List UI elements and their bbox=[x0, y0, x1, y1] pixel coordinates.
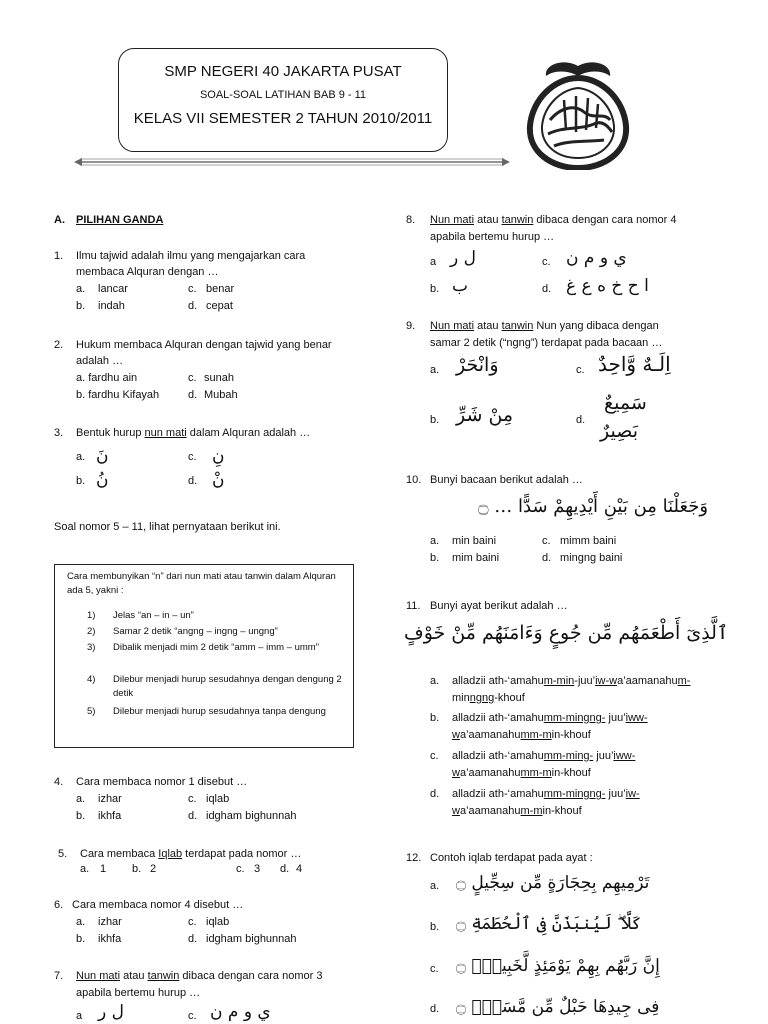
option-a-text: a. fardhu ain bbox=[76, 372, 138, 384]
option-b-text: نُ bbox=[96, 470, 109, 490]
question-number: 7. bbox=[54, 970, 64, 982]
option-c-verse: إِنَّ رَبَّهُم بِهِمْ يَوْمَئِذٍ لَّخَبِيرٌۢ ۝ bbox=[456, 956, 660, 976]
bismillah-calligraphy-emblem bbox=[524, 60, 632, 170]
option-d-label: d. bbox=[188, 475, 198, 487]
option-c-label: c. bbox=[188, 283, 197, 295]
option-b-text: ikhfa bbox=[98, 810, 122, 822]
question-text: Nun mati atau tanwin dibaca dengan cara nomor 4 bbox=[430, 214, 677, 226]
option-a-label: a. bbox=[430, 364, 440, 376]
quran-verse: وَجَعَلْنَا مِن بَيْنِ أَيْدِيهِمْ سَدًّا … ۝ bbox=[478, 496, 709, 517]
option-a-text-line2: minngng-khouf bbox=[452, 692, 525, 704]
option-d-text: Mubah bbox=[204, 389, 238, 401]
option-c-text: ي و م ن bbox=[210, 1002, 271, 1022]
option-b-text: ikhfa bbox=[98, 933, 122, 945]
option-b-text: alladzii ath-‘amahumm-mingng- juu’iww- bbox=[452, 712, 648, 724]
reading-rules-box bbox=[54, 564, 354, 748]
question-number: 6. bbox=[54, 899, 64, 911]
exam-subtitle: SOAL-SOAL LATIHAN BAB 9 - 11 bbox=[199, 89, 367, 101]
option-b-label: b. bbox=[76, 300, 86, 312]
option-a-text: lancar bbox=[98, 283, 128, 295]
option-c-text: iqlab bbox=[206, 793, 230, 805]
option-a-text: izhar bbox=[98, 916, 122, 928]
question-text: Bunyi bacaan berikut adalah … bbox=[430, 474, 583, 486]
option-b-label: b. bbox=[76, 475, 86, 487]
question-text: Bunyi ayat berikut adalah … bbox=[430, 600, 568, 612]
option-d-label: d. bbox=[188, 933, 198, 945]
option-b-text: ب bbox=[452, 276, 469, 296]
option-c-label: c. bbox=[188, 372, 197, 384]
option-d-label: d. bbox=[188, 300, 198, 312]
option-a-text: 1 bbox=[100, 863, 107, 875]
option-c-label: c. bbox=[542, 256, 551, 268]
option-d-verse: فِى جِيدِهَا حَبْلٌ مِّن مَّسَدٍۭ ۝ bbox=[456, 997, 660, 1017]
question-text: Cara membaca Iqlab terdapat pada nomor … bbox=[80, 848, 302, 860]
question-text: Cara membaca nomor 4 disebut … bbox=[72, 899, 244, 911]
option-b-text: b. fardhu Kifayah bbox=[76, 389, 160, 401]
option-d-text: ا ح خ ه ع غ bbox=[566, 276, 649, 296]
question-text: Ilmu tajwid adalah ilmu yang mengajarkan cara membaca Alquran dengan … bbox=[76, 250, 306, 278]
question-number: 5. bbox=[58, 848, 68, 860]
question-number: 10. bbox=[406, 474, 422, 486]
option-d-text-line1: سَمِيعٌ bbox=[604, 392, 647, 414]
option-a-text: ل ر bbox=[98, 1002, 124, 1022]
option-c-text-line2: wa’aamanahumm-min-khouf bbox=[452, 767, 591, 779]
question-number: 12. bbox=[406, 852, 422, 864]
option-c-text: benar bbox=[206, 283, 235, 295]
option-d-text: idgham bighunnah bbox=[206, 810, 297, 822]
option-b-label: b. bbox=[132, 863, 142, 875]
rule-item: 3) Dibalik menjadi mim 2 detik “amm – imm – umm” bbox=[87, 642, 319, 653]
option-c-label: c. bbox=[576, 364, 585, 376]
option-c-label: c. bbox=[188, 451, 197, 463]
option-b-text: 2 bbox=[150, 863, 157, 875]
option-c-text: نِ bbox=[212, 446, 225, 466]
question-number: 11. bbox=[406, 600, 421, 612]
header-title-box bbox=[118, 48, 448, 152]
rule-item: 5) Dilebur menjadi hurup sesudahnya tanpa dengung bbox=[87, 706, 326, 717]
option-c-text: ي و م ن bbox=[566, 248, 627, 268]
question-number: 1. bbox=[54, 250, 64, 262]
option-b-label: b. bbox=[76, 810, 86, 822]
option-c-label: c. bbox=[236, 863, 245, 875]
section-title: PILIHAN GANDA bbox=[76, 214, 164, 226]
option-b-label: b. bbox=[430, 552, 440, 564]
option-b-label: b. bbox=[430, 921, 440, 933]
question-text: Nun mati atau tanwin dibaca dengan cara nomor 3 bbox=[76, 970, 323, 982]
option-d-label: d. bbox=[542, 283, 552, 295]
option-d-label: d. bbox=[280, 863, 290, 875]
rule-item: 1) Jelas “an – in – un” bbox=[87, 610, 194, 621]
option-d-label: d. bbox=[188, 810, 198, 822]
rule-item: 2) Samar 2 detik “angng – ingng – ungng” bbox=[87, 626, 278, 637]
option-b-label: b. bbox=[430, 414, 440, 426]
option-b-text: indah bbox=[98, 300, 125, 312]
option-c-label: c. bbox=[542, 535, 551, 547]
option-a-text: وَانْحَرْ bbox=[456, 354, 499, 376]
option-c-text: 3 bbox=[254, 863, 261, 875]
option-d-text-line2: wa’aamanahum-min-khouf bbox=[452, 805, 582, 817]
option-d-text: mingng baini bbox=[560, 552, 623, 564]
option-a-label: a bbox=[76, 1010, 83, 1022]
question-number: 3. bbox=[54, 427, 64, 439]
option-c-label: c. bbox=[188, 793, 197, 805]
option-c-label: c. bbox=[188, 916, 197, 928]
instruction-note: Soal nomor 5 – 11, lihat pernyataan berikut ini. bbox=[54, 521, 281, 533]
question-number: 2. bbox=[54, 339, 64, 351]
question-text: Bentuk hurup nun mati dalam Alquran adalah … bbox=[76, 427, 311, 439]
option-d-text: alladzii ath-‘amahumm-mingng- juu’iw- bbox=[452, 788, 640, 800]
option-c-text: iqlab bbox=[206, 916, 230, 928]
school-name: SMP NEGERI 40 JAKARTA PUSAT bbox=[164, 63, 402, 80]
option-b-text: mim baini bbox=[452, 552, 500, 564]
question-number: 8. bbox=[406, 214, 416, 226]
option-a-text: izhar bbox=[98, 793, 122, 805]
section-letter: A. bbox=[54, 214, 65, 226]
question-number: 9. bbox=[406, 320, 416, 332]
section-heading bbox=[54, 212, 164, 228]
option-b-text-line2: wa’aamanahumm-min-khouf bbox=[452, 729, 591, 741]
option-a-label: a. bbox=[76, 451, 86, 463]
option-b-label: b. bbox=[76, 933, 86, 945]
option-d-label: d. bbox=[188, 389, 198, 401]
option-b-text: مِنْ شَرِّ bbox=[456, 404, 514, 426]
option-a-text: نَ bbox=[96, 446, 109, 466]
question-text-line2: apabila bertemu hurup … bbox=[430, 231, 555, 243]
option-a-label: a bbox=[430, 256, 437, 268]
class-semester-line: KELAS VII SEMESTER 2 TAHUN 2010/2011 bbox=[133, 110, 433, 127]
option-a-label: a. bbox=[430, 880, 440, 892]
header-ornament-divider bbox=[72, 156, 512, 168]
option-d-text-line2: بَصِيرٌ bbox=[600, 420, 638, 442]
option-c-text: mimm baini bbox=[560, 535, 617, 547]
option-c-text: alladzii ath-‘amahumm-ming- juu’iww- bbox=[452, 750, 636, 762]
question-text-line2: samar 2 detik (“ngng”) terdapat pada bacaan … bbox=[430, 337, 663, 349]
option-c-text: اِلَـهٌ وَّاحِدٌ bbox=[598, 352, 671, 376]
question-text: Hukum membaca Alquran dengan tajwid yang benar adalah … bbox=[76, 339, 332, 367]
question-text: Nun mati atau tanwin Nun yang dibaca dengan bbox=[430, 320, 659, 332]
option-d-text: cepat bbox=[206, 300, 233, 312]
question-text: Cara membaca nomor 1 disebut … bbox=[76, 776, 248, 788]
option-d-text: idgham bighunnah bbox=[206, 933, 297, 945]
option-a-text: alladzii ath-‘amahum-min-juu’iw-wa’aamanahum- bbox=[452, 675, 691, 687]
option-a-label: a. bbox=[80, 863, 90, 875]
question-text-line2: apabila bertemu hurup … bbox=[76, 987, 201, 999]
option-a-text: min baini bbox=[452, 535, 497, 547]
option-a-label: a. bbox=[76, 793, 86, 805]
option-a-text: ل ر bbox=[450, 248, 476, 268]
rules-intro: Cara membunyikan “n” dari nun mati atau tanwin dalam Alquran ada 5, yakni : bbox=[67, 571, 336, 596]
option-b-verse: كَلَّا ۖ لَيُنبَذَنَّ فِى ٱلْحُطَمَةِ ۝ bbox=[456, 914, 642, 934]
option-d-label: d. bbox=[430, 788, 440, 800]
option-c-label: c. bbox=[430, 750, 439, 762]
rule-item: 4) Dilebur menjadi hurup sesudahnya dengan dengung 2 detik bbox=[87, 674, 342, 699]
option-a-label: a. bbox=[76, 283, 86, 295]
option-d-label: d. bbox=[430, 1003, 440, 1015]
question-number: 4. bbox=[54, 776, 64, 788]
option-a-label: a. bbox=[76, 916, 86, 928]
quran-verse: ٱلَّذِىٓ أَطْعَمَهُم مِّن جُوعٍ وَءَامَنَهُم مِّنْ خَوْفٍ bbox=[404, 622, 729, 644]
option-d-text: 4 bbox=[296, 863, 303, 875]
option-a-label: a. bbox=[430, 535, 440, 547]
option-c-label: c. bbox=[188, 1010, 197, 1022]
option-d-label: d. bbox=[576, 414, 586, 426]
option-b-label: b. bbox=[430, 712, 440, 724]
option-d-label: d. bbox=[542, 552, 552, 564]
option-d-text: نْ bbox=[212, 470, 225, 490]
option-c-label: c. bbox=[430, 963, 439, 975]
question-text: Contoh iqlab terdapat pada ayat : bbox=[430, 852, 593, 864]
option-c-text: sunah bbox=[204, 372, 234, 384]
option-b-label: b. bbox=[430, 283, 440, 295]
option-a-label: a. bbox=[430, 675, 440, 687]
option-a-verse: تَرْمِيهِم بِحِجَارَةٍ مِّن سِجِّيلٍ ۝ bbox=[456, 873, 650, 893]
